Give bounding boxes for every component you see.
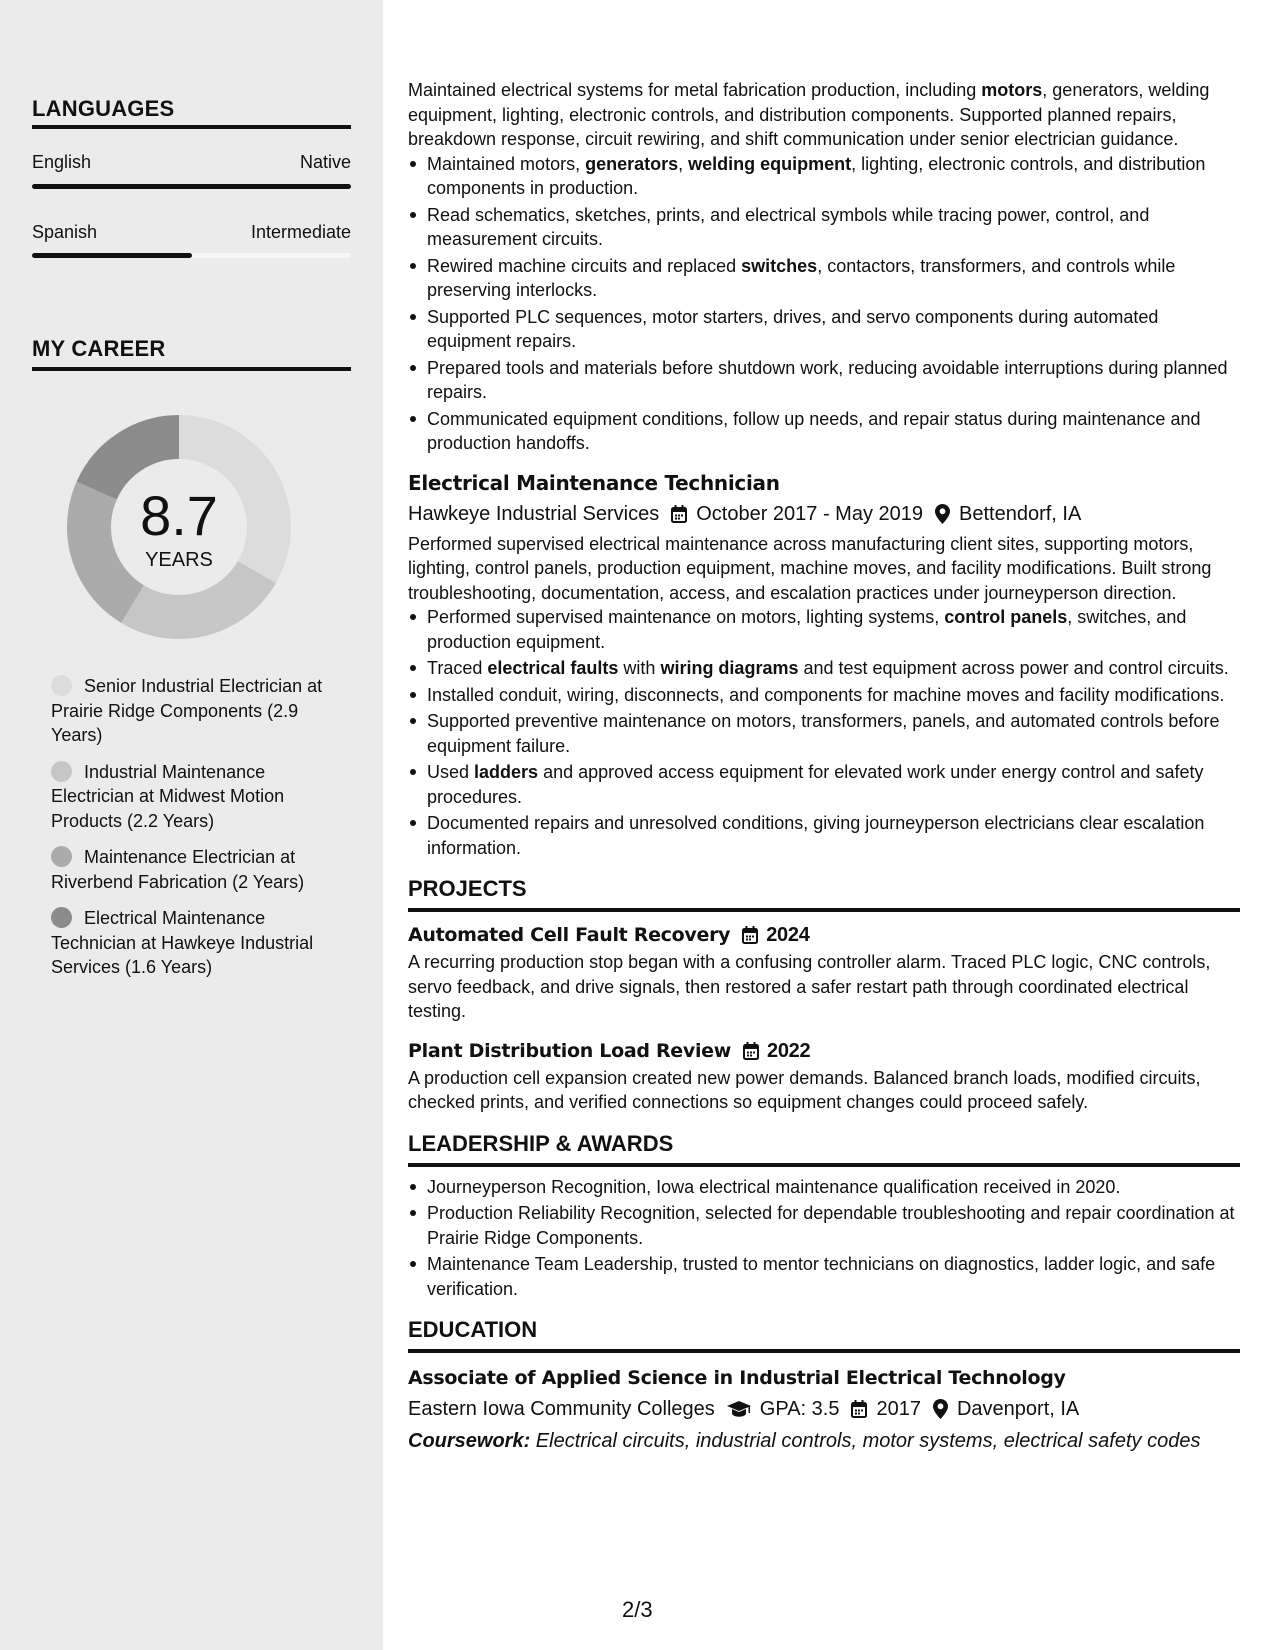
project-title-row [408, 920, 1240, 950]
sidebar [0, 0, 383, 1650]
graduation-cap-icon [727, 1400, 751, 1418]
list-item [408, 656, 1240, 681]
list-item [408, 605, 1240, 654]
text-run: Used [427, 762, 475, 782]
text-run: Maintained electrical systems for metal fabrication production, including [408, 80, 982, 100]
project-year: 2024 [766, 924, 810, 946]
page-number: 2/3 [622, 1597, 653, 1622]
text-run: , generators, welding equipment, lighting, electronic controls, and distribution components. Supported planned repairs, breakdown response, circuit rewiring, and shift communication under senior electrician guidance. [408, 80, 1210, 149]
coursework [408, 1425, 1240, 1457]
list-item: Maintenance Team Leadership, trusted to mentor technicians on diagnostics, ladder logic, and safe verification. [408, 1252, 1240, 1301]
career-legend-item [51, 674, 341, 748]
leadership-heading: LEADERSHIP & AWARDS [408, 1129, 1240, 1167]
project-description: A production cell expansion created new power demands. Balanced branch loads, modified circuits, checked prints, and verified connections so equipment changes could proceed safely. [408, 1067, 1201, 1112]
list-item: Prepared tools and materials before shutdown work, reducing avoidable interruptions during planned repairs. [408, 356, 1240, 405]
keyword: control panels [944, 607, 1068, 627]
school-name: Eastern Iowa Community Colleges [408, 1398, 715, 1420]
list-item: Documented repairs and unresolved conditions, giving journeyperson electricians clear escalation information. [408, 811, 1240, 860]
coursework-label: Coursework: [408, 1430, 531, 1452]
project-title-row [408, 1036, 1240, 1066]
career-rule [32, 367, 351, 371]
list-item: Read schematics, sketches, prints, and electrical symbols while tracing power, control, and measurement circuits. [408, 203, 1240, 252]
main-content [408, 78, 1240, 1457]
location-pin-icon [933, 1399, 948, 1419]
list-item: Production Reliability Recognition, selected for dependable troubleshooting and repair coordination at Prairie Ridge Components. [408, 1201, 1240, 1250]
school-location: Davenport, IA [956, 1398, 1080, 1420]
career-legend-item [51, 760, 341, 834]
list-item [408, 254, 1240, 303]
education-meta [408, 1393, 1240, 1425]
list-item [408, 152, 1240, 201]
keyword: wiring diagrams [660, 658, 799, 678]
keyword: electrical faults [487, 658, 619, 678]
language-bar-english [32, 184, 351, 189]
legend-dot [51, 846, 72, 867]
project-description: A recurring production stop began with a confusing controller alarm. Traced PLC logic, CNC controls, servo feedback, and drive signals, then restored a safer restart path through coordinated electrical testing. [408, 952, 1211, 1021]
text-run: , switches, and production equipment. [427, 607, 1187, 652]
text-run: Maintained motors, [427, 153, 586, 174]
projects-heading: PROJECTS [408, 874, 1240, 912]
text-run: Traced [427, 658, 488, 678]
text-run: and test equipment across power and control circuits. [798, 658, 1229, 678]
keyword: switches [741, 255, 818, 276]
job-summary [408, 78, 1240, 152]
list-item: Communicated equipment conditions, follow up needs, and repair status during maintenance and production handoffs. [408, 407, 1240, 456]
job-title: Electrical Maintenance Technician [408, 470, 780, 495]
career-legend-label: Maintenance Electrician at Riverbend Fabrication (2 Years) [51, 847, 305, 892]
text-run: Rewired machine circuits and replaced [427, 255, 742, 276]
job-location: Bettendorf, IA [959, 502, 1082, 525]
list-item: Installed conduit, wiring, disconnects, and components for machine moves and facility modifications. [408, 683, 1240, 708]
language-bar-fill [32, 253, 192, 258]
career-legend [51, 674, 341, 992]
career-legend-item [51, 845, 341, 894]
career-heading: MY CAREER [32, 336, 166, 361]
career-legend-label: Electrical Maintenance Technician at Hawkeye Industrial Services (1.6 Years) [51, 908, 314, 977]
project-title: Automated Cell Fault Recovery [408, 924, 731, 946]
legend-dot [51, 907, 72, 928]
company-name: Hawkeye Industrial Services [408, 502, 660, 525]
list-item: Supported preventive maintenance on motors, transformers, panels, and automated controls before equipment failure. [408, 709, 1240, 758]
calendar-icon [743, 1042, 759, 1060]
career-total-years: 8.7 [140, 484, 218, 547]
language-name: Spanish [32, 222, 98, 242]
language-bar-spanish [32, 253, 351, 258]
career-legend-label: Industrial Maintenance Electrician at Midwest Motion Products (2.2 Years) [51, 761, 285, 831]
language-row-spanish [32, 222, 351, 243]
text-run: Performed supervised maintenance on motors, lighting systems, [427, 607, 945, 627]
keyword: motors [981, 80, 1043, 100]
job-bullets [408, 152, 1240, 456]
language-bar-fill [32, 184, 351, 189]
language-level: Native [299, 152, 351, 172]
keyword: generators [585, 153, 679, 174]
job-dates: October 2017 - May 2019 [696, 502, 924, 525]
job-meta [408, 498, 1240, 530]
coursework-list: Electrical circuits, industrial controls, motor systems, electrical safety codes [530, 1430, 1201, 1452]
language-name: English [32, 152, 92, 172]
degree-title: Associate of Applied Science in Industrial Electrical Technology [408, 1367, 1066, 1389]
education-heading: EDUCATION [408, 1315, 1240, 1353]
project-title: Plant Distribution Load Review [408, 1039, 732, 1062]
career-total-unit: YEARS [145, 549, 213, 571]
text-run: and approved access equipment for elevated work under energy control and safety procedures. [427, 762, 1204, 807]
calendar-icon [742, 926, 758, 944]
gpa: GPA: 3.5 [759, 1398, 840, 1420]
legend-dot [51, 761, 72, 782]
language-level: Intermediate [250, 222, 351, 242]
list-item: Journeyperson Recognition, Iowa electrical maintenance qualification received in 2020. [408, 1175, 1240, 1200]
languages-rule [32, 125, 351, 129]
languages-heading: LANGUAGES [32, 96, 175, 121]
job-bullets [408, 605, 1240, 860]
list-item: Supported PLC sequences, motor starters, drives, and servo components during automated equipment repairs. [408, 305, 1240, 354]
career-legend-item [51, 906, 341, 980]
list-item [408, 760, 1240, 809]
keyword: ladders [474, 762, 539, 782]
text-run: with [618, 658, 661, 678]
text-run: , contactors, transformers, and controls while preserving interlocks. [427, 255, 1176, 300]
job-summary: Performed supervised electrical maintenance across manufacturing client sites, supporting motors, lighting, control panels, production equipment, machine moves, and facility modifications. Built strong troubleshooting, documentation, access, and escalation practices under journeyperson direction. [408, 533, 1212, 603]
language-row-english [32, 152, 351, 173]
text-run: , [678, 153, 689, 174]
leadership-list [408, 1175, 1240, 1302]
career-legend-label: Senior Industrial Electrician at Prairie Ridge Components (2.9 Years) [51, 676, 323, 745]
calendar-icon [671, 505, 687, 523]
keyword: welding equipment [688, 153, 852, 174]
text-run: , lighting, electronic controls, and distribution components in production. [427, 153, 1206, 198]
graduation-year: 2017 [876, 1398, 921, 1420]
project-year: 2022 [767, 1039, 811, 1062]
location-pin-icon [935, 504, 950, 524]
legend-dot [51, 675, 72, 696]
calendar-icon [851, 1400, 867, 1418]
